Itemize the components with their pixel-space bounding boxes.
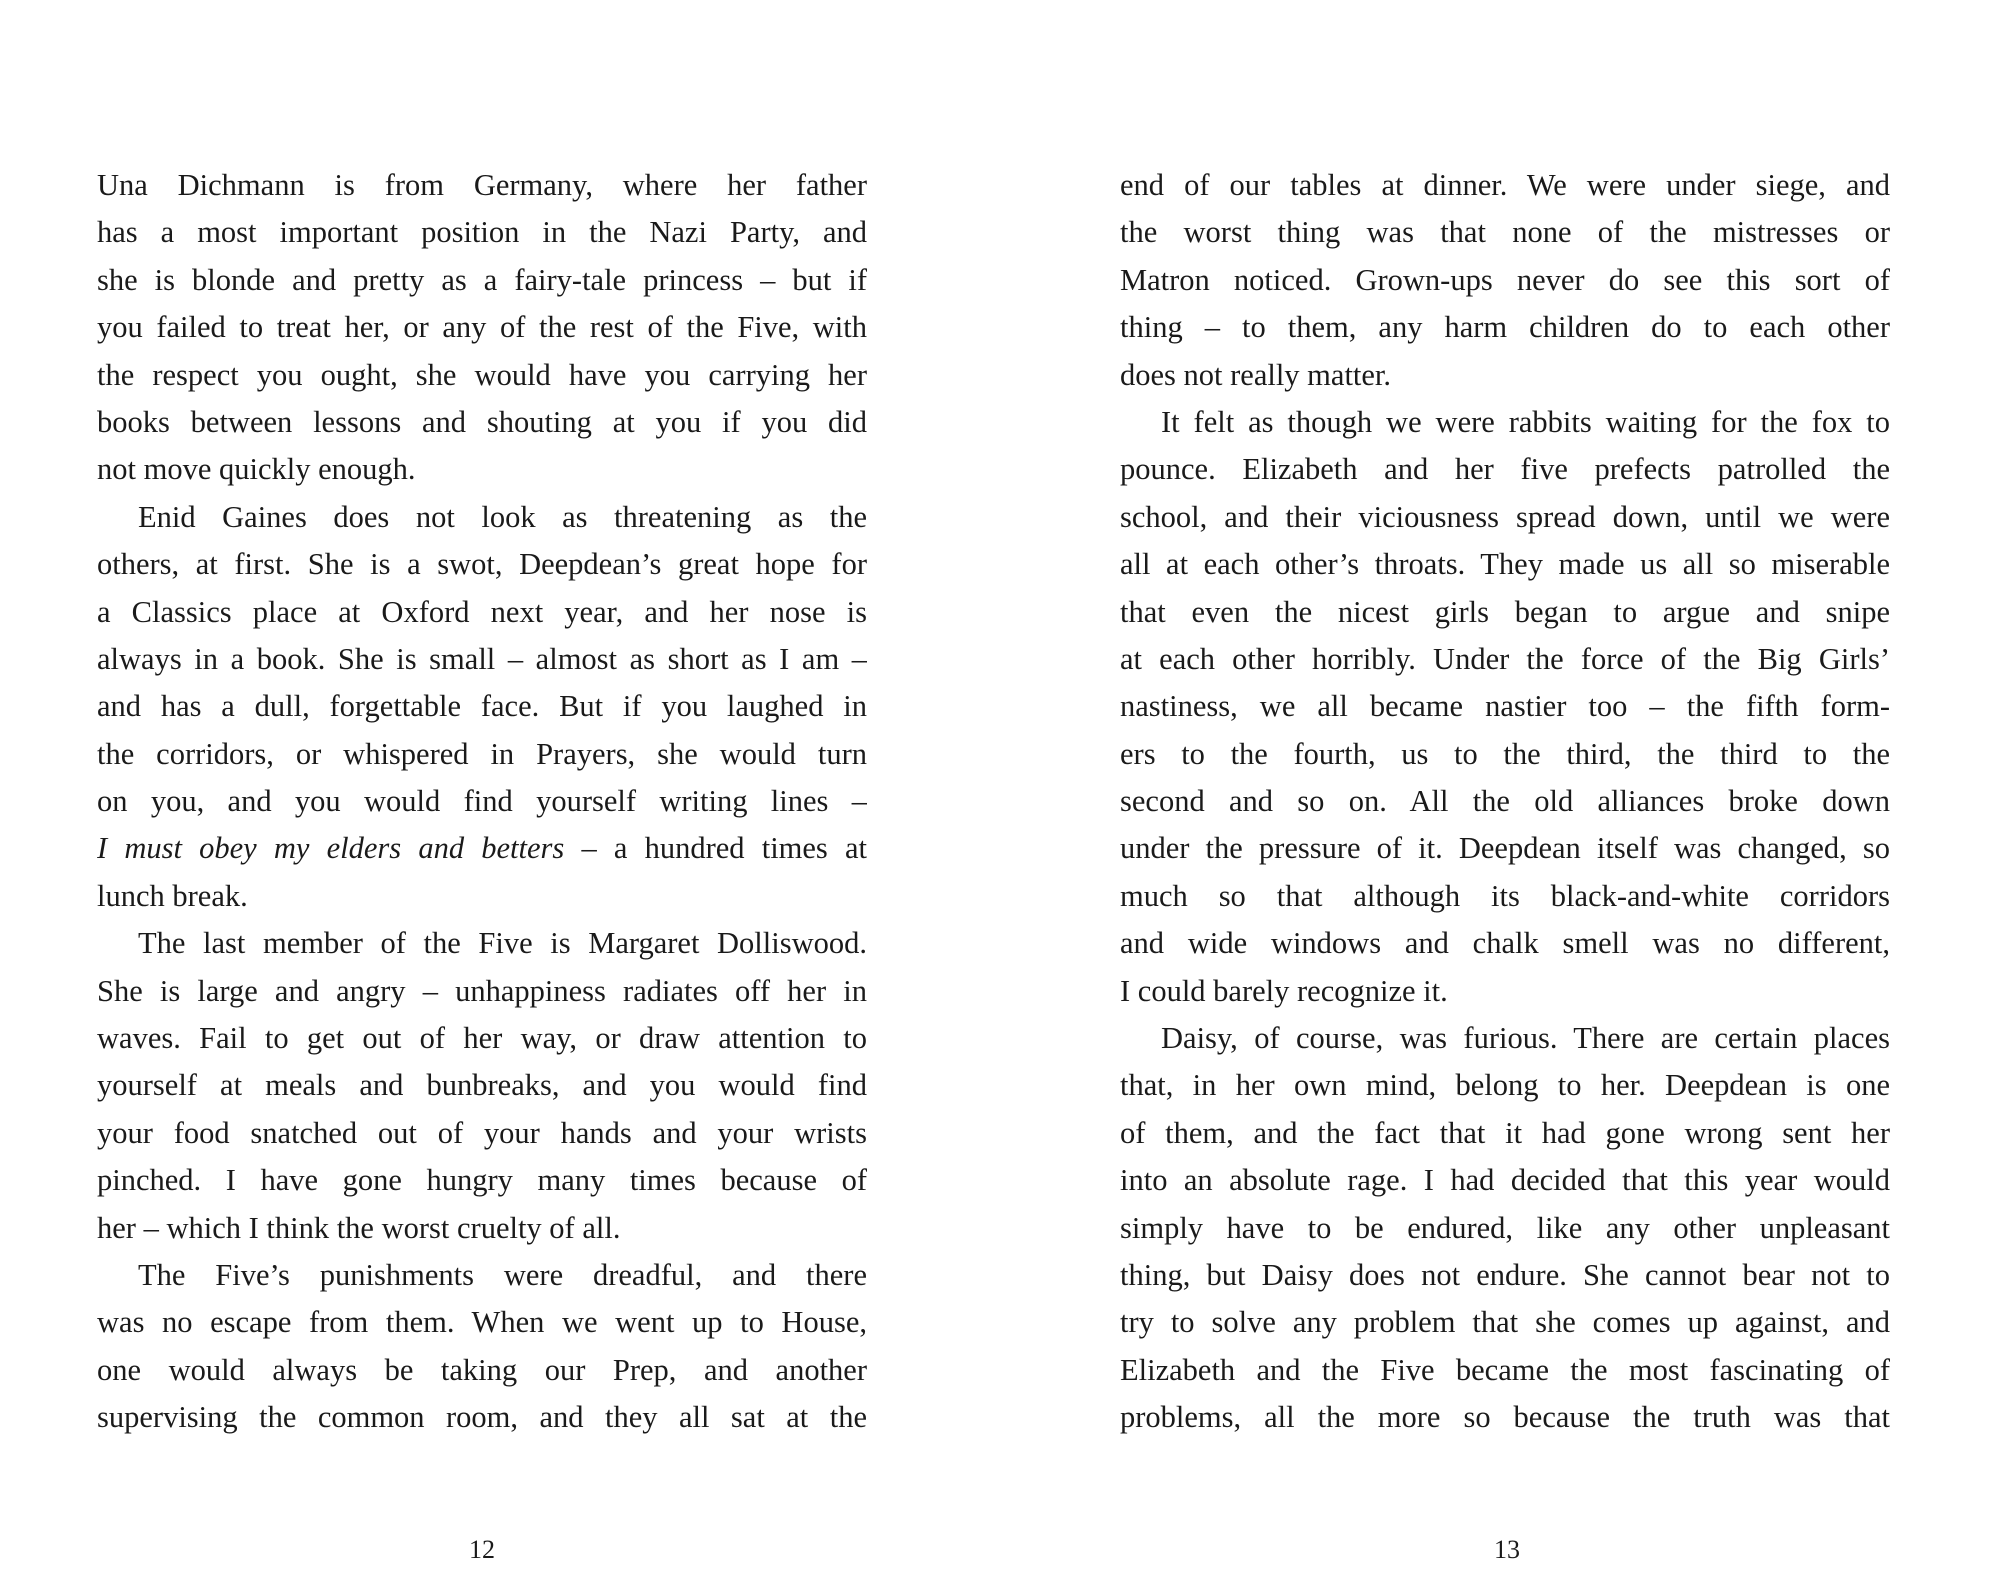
text-line: the worst thing was that none of the mistresses or	[1120, 215, 1890, 250]
text-line: of them, and the fact that it had gone wrong sent her	[1120, 1115, 1890, 1150]
paragraph	[1120, 162, 1890, 399]
text-line-with-italic	[97, 825, 867, 872]
text-line: She is large and angry – unhappiness radiates off her in	[97, 973, 867, 1008]
text-line: has a most important position in the Nazi Party, and	[97, 215, 867, 250]
text-line: The Five’s punishments were dreadful, and there	[138, 1257, 867, 1292]
text-line: much so that although its black-and-white corridors	[1120, 878, 1890, 913]
text-line: supervising the common room, and they all sat at the	[97, 1400, 867, 1435]
right-page	[1000, 0, 2000, 1585]
italic-quote: I must obey my elders and betters	[97, 831, 565, 866]
text-line: one would always be taking our Prep, and another	[97, 1352, 867, 1387]
text-line: others, at first. She is a swot, Deepdean’s great hope for	[97, 547, 867, 582]
text-line: the respect you ought, she would have you carrying her	[97, 357, 867, 392]
paragraph	[1120, 399, 1890, 1015]
text-line: not move quickly enough.	[97, 452, 416, 487]
text-line: that even the nicest girls began to argue and snipe	[1120, 594, 1890, 629]
text-line: always in a book. She is small – almost as short as I am –	[97, 641, 867, 676]
page-number: 13	[1494, 1535, 1520, 1564]
text-line: I could barely recognize it.	[1120, 973, 1448, 1008]
text-line: on you, and you would find yourself writing lines –	[97, 784, 867, 819]
text-line: simply have to be endured, like any other unpleasant	[1120, 1210, 1890, 1245]
text-line: into an absolute rage. I had decided that this year would	[1120, 1163, 1890, 1198]
paragraph	[97, 494, 867, 921]
text-line: thing, but Daisy does not endure. She cannot bear not to	[1120, 1257, 1890, 1292]
text-line: try to solve any problem that she comes up against, and	[1120, 1305, 1890, 1340]
text-line: lunch break.	[97, 878, 248, 913]
left-page-text	[97, 162, 867, 1442]
text-line: Una Dichmann is from Germany, where her father	[97, 168, 867, 202]
paragraph	[97, 1252, 867, 1442]
paragraph	[97, 162, 867, 494]
text-line: and wide windows and chalk smell was no different,	[1120, 926, 1890, 961]
text-line: she is blonde and pretty as a fairy-tale princess – but if	[97, 262, 867, 297]
text-line: under the pressure of it. Deepdean itself was changed, so	[1120, 831, 1890, 866]
text-line: was no escape from them. When we went up to House,	[97, 1305, 867, 1340]
text-line: Enid Gaines does not look as threatening as the	[138, 499, 867, 534]
text-line: thing – to them, any harm children do to each other	[1120, 310, 1890, 345]
text-line: all at each other’s throats. They made us all so miserable	[1120, 547, 1890, 582]
text-line: books between lessons and shouting at you if you did	[97, 404, 867, 439]
right-page-text	[1120, 162, 1890, 1442]
text-line: The last member of the Five is Margaret Dolliswood.	[138, 926, 867, 961]
text-line: nastiness, we all became nastier too – the fifth form-	[1120, 689, 1890, 724]
text-fragment: – a hundred times at	[564, 831, 867, 866]
text-line: does not really matter.	[1120, 357, 1392, 392]
text-line: and has a dull, forgettable face. But if you laughed in	[97, 689, 867, 724]
text-line: her – which I think the worst cruelty of all.	[97, 1210, 621, 1245]
text-line: a Classics place at Oxford next year, and her nose is	[97, 594, 867, 629]
text-line: school, and their viciousness spread down, until we were	[1120, 499, 1890, 534]
text-line: pounce. Elizabeth and her five prefects patrolled the	[1120, 452, 1890, 487]
paragraph	[97, 920, 867, 1252]
text-line: ers to the fourth, us to the third, the third to the	[1120, 736, 1890, 771]
text-line: Matron noticed. Grown-ups never do see this sort of	[1120, 262, 1890, 297]
text-line: waves. Fail to get out of her way, or draw attention to	[97, 1021, 867, 1056]
text-line: pinched. I have gone hungry many times because of	[97, 1163, 867, 1198]
text-line: you failed to treat her, or any of the rest of the Five, with	[97, 310, 867, 345]
page-number: 12	[469, 1535, 495, 1564]
text-line: second and so on. All the old alliances broke down	[1120, 784, 1890, 819]
text-line: at each other horribly. Under the force of the Big Girls’	[1120, 641, 1890, 676]
text-line: your food snatched out of your hands and your wrists	[97, 1115, 867, 1150]
text-line: problems, all the more so because the truth was that	[1120, 1400, 1890, 1435]
text-line: Elizabeth and the Five became the most fascinating of	[1120, 1352, 1890, 1387]
text-line: It felt as though we were rabbits waiting for the fox to	[1161, 404, 1890, 439]
text-line: Daisy, of course, was furious. There are certain places	[1161, 1021, 1890, 1056]
text-line: the corridors, or whispered in Prayers, she would turn	[97, 736, 867, 771]
paragraph	[1120, 1015, 1890, 1442]
text-line: that, in her own mind, belong to her. Deepdean is one	[1120, 1068, 1890, 1103]
text-line: end of our tables at dinner. We were under siege, and	[1120, 168, 1890, 202]
text-line: yourself at meals and bunbreaks, and you would find	[97, 1068, 867, 1103]
